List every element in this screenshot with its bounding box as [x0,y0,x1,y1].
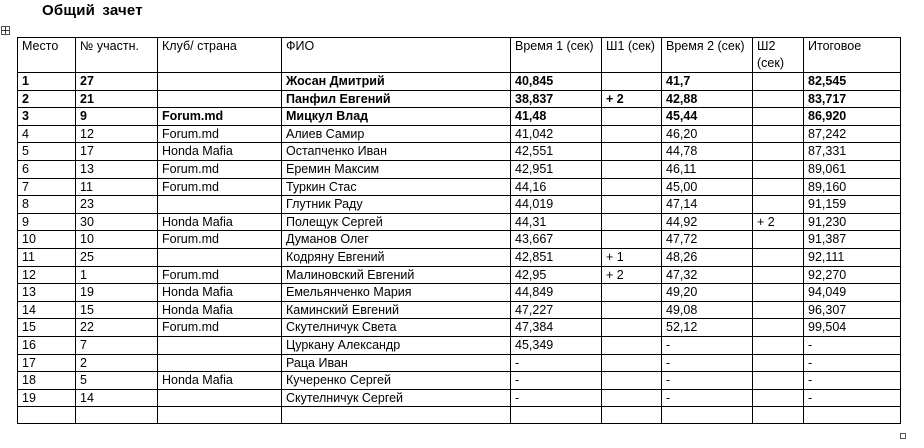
club-cell: Honda Mafia [158,213,282,231]
header-cell: ФИО [282,38,511,73]
time2-cell: - [662,372,753,390]
time1-cell: - [511,354,602,372]
total-cell: - [804,336,901,354]
number-cell: 11 [76,178,158,196]
time2-cell: 45,00 [662,178,753,196]
total-cell: 94,049 [804,284,901,302]
number-cell: 27 [76,73,158,91]
total-cell: 91,230 [804,213,901,231]
place-cell: 10 [18,231,76,249]
total-cell: 92,111 [804,248,901,266]
table-row [18,284,901,302]
penalty2-cell [753,178,804,196]
place-cell: 2 [18,90,76,108]
table-row [18,231,901,249]
place-cell: 18 [18,372,76,390]
time1-cell: 40,845 [511,73,602,91]
penalty2-cell [753,125,804,143]
time1-cell: 42,951 [511,160,602,178]
total-cell: - [804,372,901,390]
club-cell: Forum.md [158,231,282,249]
time1-cell: 44,849 [511,284,602,302]
table-row [18,178,901,196]
penalty1-cell: + 1 [602,248,662,266]
time2-cell: 49,20 [662,284,753,302]
table-row [18,73,901,91]
penalty2-cell [753,266,804,284]
name-cell: Скутелничук Света [282,319,511,337]
time1-cell: 43,667 [511,231,602,249]
penalty1-cell [602,196,662,214]
name-cell: Алиев Самир [282,125,511,143]
place-cell: 14 [18,301,76,319]
penalty2-cell [753,231,804,249]
number-cell: 15 [76,301,158,319]
place-cell: 12 [18,266,76,284]
empty-cell [804,407,901,424]
table-row [18,90,901,108]
club-cell [158,389,282,407]
club-cell [158,73,282,91]
penalty1-cell [602,284,662,302]
club-cell: Honda Mafia [158,284,282,302]
time1-cell: 47,227 [511,301,602,319]
number-cell: 19 [76,284,158,302]
total-cell: 89,061 [804,160,901,178]
name-cell: Жосан Дмитрий [282,73,511,91]
header-cell: Итоговое [804,38,901,73]
place-cell: 1 [18,73,76,91]
time1-cell: 45,349 [511,336,602,354]
total-cell: 86,920 [804,108,901,126]
number-cell: 2 [76,354,158,372]
name-cell: Кучеренко Сергей [282,372,511,390]
total-cell: 96,307 [804,301,901,319]
penalty2-cell [753,160,804,178]
penalty2-cell [753,319,804,337]
name-cell: Туркин Стас [282,178,511,196]
number-cell: 30 [76,213,158,231]
club-cell [158,196,282,214]
place-cell: 15 [18,319,76,337]
time1-cell: 47,384 [511,319,602,337]
results-table [17,37,901,424]
place-cell: 17 [18,354,76,372]
time2-cell: 46,11 [662,160,753,178]
name-cell: Панфил Евгений [282,90,511,108]
empty-cell [76,407,158,424]
penalty1-cell: + 2 [602,266,662,284]
penalty1-cell [602,125,662,143]
number-cell: 23 [76,196,158,214]
total-cell: 87,242 [804,125,901,143]
place-cell: 11 [18,248,76,266]
place-cell: 19 [18,389,76,407]
total-cell: - [804,389,901,407]
club-cell: Forum.md [158,266,282,284]
penalty1-cell [602,354,662,372]
place-cell: 5 [18,143,76,161]
penalty1-cell [602,231,662,249]
time2-cell: 47,72 [662,231,753,249]
penalty2-cell [753,196,804,214]
time2-cell: 44,92 [662,213,753,231]
table-row [18,354,901,372]
club-cell: Forum.md [158,125,282,143]
name-cell: Думанов Олег [282,231,511,249]
empty-cell [511,407,602,424]
header-cell: Ш2 (сек) [753,38,804,73]
name-cell: Глутник Раду [282,196,511,214]
table-row [18,248,901,266]
time2-cell: - [662,336,753,354]
table-move-icon[interactable] [1,26,10,35]
number-cell: 1 [76,266,158,284]
table-row [18,266,901,284]
time2-cell: 47,14 [662,196,753,214]
number-cell: 17 [76,143,158,161]
name-cell: Малиновский Евгений [282,266,511,284]
club-cell: Forum.md [158,108,282,126]
table-row [18,160,901,178]
name-cell: Раца Иван [282,354,511,372]
penalty2-cell [753,143,804,161]
penalty1-cell [602,389,662,407]
club-cell: Forum.md [158,160,282,178]
penalty1-cell [602,372,662,390]
table-row [18,125,901,143]
place-cell: 6 [18,160,76,178]
place-cell: 4 [18,125,76,143]
time1-cell: - [511,372,602,390]
page-title: Общий зачет [42,2,143,19]
total-cell: 91,387 [804,231,901,249]
name-cell: Скутелничук Сергей [282,389,511,407]
total-cell: 91,159 [804,196,901,214]
total-cell: 87,331 [804,143,901,161]
number-cell: 22 [76,319,158,337]
club-cell [158,248,282,266]
number-cell: 21 [76,90,158,108]
penalty2-cell: + 2 [753,213,804,231]
club-cell: Honda Mafia [158,301,282,319]
table-row [18,336,901,354]
penalty2-cell [753,301,804,319]
empty-row [18,407,901,424]
number-cell: 5 [76,372,158,390]
table-row [18,372,901,390]
empty-cell [158,407,282,424]
penalty2-cell [753,354,804,372]
penalty1-cell [602,178,662,196]
place-cell: 3 [18,108,76,126]
club-cell [158,90,282,108]
name-cell: Емельянченко Мария [282,284,511,302]
time2-cell: 46,20 [662,125,753,143]
table-row [18,389,901,407]
club-cell: Forum.md [158,319,282,337]
name-cell: Остапченко Иван [282,143,511,161]
number-cell: 12 [76,125,158,143]
number-cell: 9 [76,108,158,126]
place-cell: 7 [18,178,76,196]
time1-cell: 41,48 [511,108,602,126]
time1-cell: 42,551 [511,143,602,161]
table-row [18,108,901,126]
header-cell: Клуб/ страна [158,38,282,73]
header-cell: Место [18,38,76,73]
time1-cell: 42,95 [511,266,602,284]
name-cell: Каминский Евгений [282,301,511,319]
penalty1-cell [602,143,662,161]
table-row [18,301,901,319]
empty-cell [282,407,511,424]
total-cell: 99,504 [804,319,901,337]
empty-cell [662,407,753,424]
time2-cell: 49,08 [662,301,753,319]
penalty1-cell [602,73,662,91]
header-cell: Время 2 (сек) [662,38,753,73]
header-cell: Ш1 (сек) [602,38,662,73]
time2-cell: 45,44 [662,108,753,126]
penalty1-cell [602,108,662,126]
time2-cell: - [662,389,753,407]
penalty2-cell [753,73,804,91]
name-cell: Кодряну Евгений [282,248,511,266]
name-cell: Полещук Сергей [282,213,511,231]
place-cell: 13 [18,284,76,302]
time1-cell: 42,851 [511,248,602,266]
time2-cell: 44,78 [662,143,753,161]
penalty2-cell [753,336,804,354]
club-cell: Forum.md [158,178,282,196]
club-cell [158,354,282,372]
empty-cell [602,407,662,424]
number-cell: 7 [76,336,158,354]
time2-cell: 48,26 [662,248,753,266]
empty-cell [753,407,804,424]
time2-cell: 42,88 [662,90,753,108]
table-row [18,213,901,231]
penalty2-cell [753,389,804,407]
penalty1-cell [602,160,662,178]
time2-cell: - [662,354,753,372]
total-cell: 82,545 [804,73,901,91]
penalty1-cell [602,319,662,337]
total-cell: 83,717 [804,90,901,108]
place-cell: 16 [18,336,76,354]
total-cell: 89,160 [804,178,901,196]
total-cell: - [804,354,901,372]
time1-cell: - [511,389,602,407]
penalty2-cell [753,90,804,108]
time1-cell: 44,019 [511,196,602,214]
penalty1-cell [602,213,662,231]
name-cell: Цуркану Александр [282,336,511,354]
time1-cell: 38,837 [511,90,602,108]
club-cell: Honda Mafia [158,372,282,390]
penalty2-cell [753,284,804,302]
empty-cell [18,407,76,424]
penalty2-cell [753,108,804,126]
header-cell: № участн. [76,38,158,73]
time1-cell: 44,31 [511,213,602,231]
penalty2-cell [753,248,804,266]
header-cell: Время 1 (сек) [511,38,602,73]
number-cell: 14 [76,389,158,407]
table-resize-icon[interactable] [900,433,906,439]
place-cell: 9 [18,213,76,231]
name-cell: Еремин Максим [282,160,511,178]
club-cell [158,336,282,354]
table-row [18,319,901,337]
place-cell: 8 [18,196,76,214]
penalty1-cell [602,336,662,354]
penalty2-cell [753,372,804,390]
table-header-row [18,38,901,73]
club-cell: Honda Mafia [158,143,282,161]
name-cell: Мицкул Влад [282,108,511,126]
number-cell: 10 [76,231,158,249]
time1-cell: 44,16 [511,178,602,196]
time1-cell: 41,042 [511,125,602,143]
table-row [18,143,901,161]
time2-cell: 41,7 [662,73,753,91]
number-cell: 25 [76,248,158,266]
time2-cell: 52,12 [662,319,753,337]
table-row [18,196,901,214]
total-cell: 92,270 [804,266,901,284]
penalty1-cell: + 2 [602,90,662,108]
number-cell: 13 [76,160,158,178]
penalty1-cell [602,301,662,319]
time2-cell: 47,32 [662,266,753,284]
